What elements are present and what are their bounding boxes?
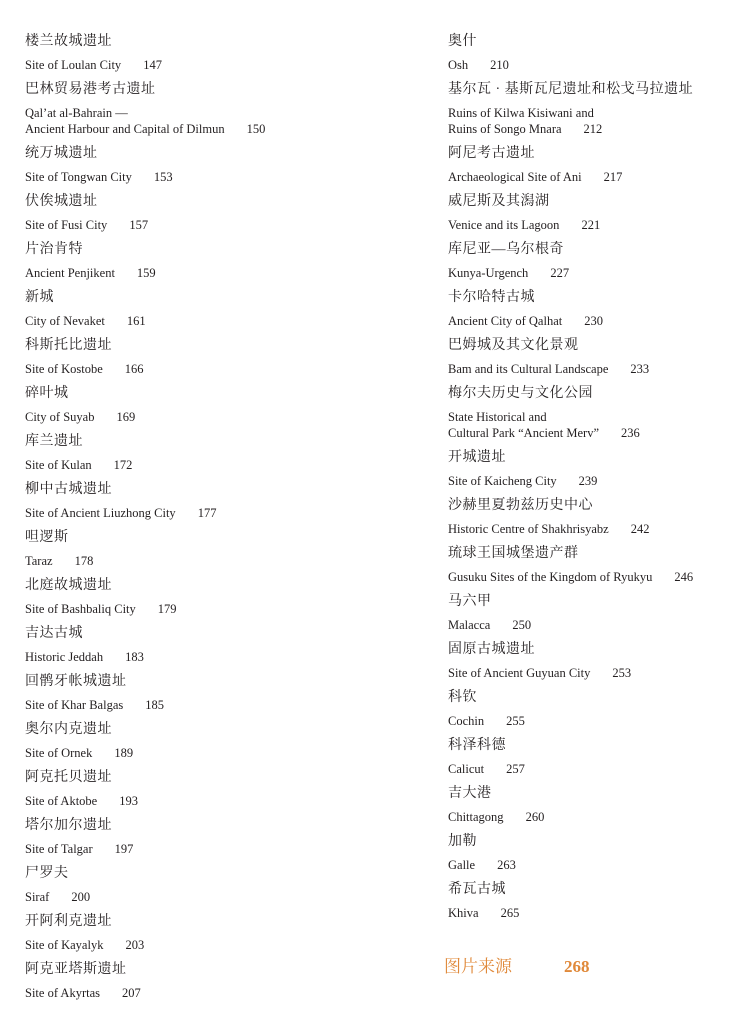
toc-entry-english-line: Site of Akyrtas [25,986,100,1000]
toc-entry-english-line: Malacca [448,618,491,632]
toc-entry-page-number: 255 [506,714,525,728]
toc-entry-english-title [448,57,748,73]
toc-entry-page-number: 265 [500,906,520,920]
toc-entry-english-line: Ruins of Songo Mnara [448,122,562,136]
toc-entry-english-title [25,985,415,1001]
toc-entry-chinese-title: 呾逻斯 [25,530,69,545]
toc-entry[interactable] [25,289,415,329]
toc-entry-english-title [448,665,748,681]
toc-entry-english-title [25,169,415,185]
toc-entry[interactable] [25,817,415,857]
toc-entry-english-title [448,713,748,729]
toc-entry[interactable] [25,577,415,617]
toc-entry-english-line: Site of Tongwan City [25,170,132,184]
toc-entry[interactable] [448,545,748,585]
toc-entry[interactable] [25,433,415,473]
toc-entry-chinese-title: 开城遗址 [448,450,506,465]
toc-entry-english-line: Site of Ancient Guyuan City [448,666,591,680]
toc-left-column [25,33,415,1009]
toc-right-column [448,33,748,929]
toc-entry-page-number: 217 [603,170,623,184]
toc-entry[interactable] [448,785,748,825]
toc-entry-page-number: 189 [114,746,134,760]
toc-entry-english-title [448,105,748,137]
toc-entry-page-number: 147 [143,58,162,72]
toc-entry-english-line: Site of Aktobe [25,794,98,808]
toc-entry-english-line: Site of Talgar [25,842,93,856]
toc-entry-english-title [25,937,415,953]
toc-entry-english-line: Taraz [25,554,53,568]
toc-entry[interactable] [25,673,415,713]
toc-entry-english-line: Venice and its Lagoon [448,218,560,232]
toc-entry-english-title [25,409,415,425]
toc-entry-page-number: 221 [581,218,601,232]
toc-entry[interactable] [448,497,748,537]
toc-entry-page-number: 185 [145,698,164,712]
toc-entry-english-title [25,105,415,137]
toc-entry-english-title [25,649,415,665]
toc-entry-chinese-title: 阿克托贝遗址 [25,770,112,785]
toc-entry-page-number: 193 [119,794,138,808]
toc-entry-chinese-title: 吉达古城 [25,626,83,641]
toc-entry-page-number: 197 [114,842,134,856]
toc-entry-english-title [448,217,748,233]
toc-entry-english-title [448,905,748,921]
toc-entry-chinese-title: 吉大港 [448,786,492,801]
toc-entry-english-line: Kunya-Urgench [448,266,529,280]
toc-entry-chinese-title: 片治肯特 [25,242,83,257]
toc-entry-chinese-title: 科斯托比遗址 [25,338,112,353]
toc-entry-english-line: Site of Kaicheng City [448,474,557,488]
toc-entry-english-line: Ancient Harbour and Capital of Dilmun [25,122,225,136]
picture-credits-entry[interactable] [444,952,590,977]
toc-entry-chinese-title: 北庭故城遗址 [25,578,112,593]
toc-entry-chinese-title: 梅尔夫历史与文化公园 [448,386,593,401]
toc-entry-english-title [448,169,748,185]
toc-entry[interactable] [448,145,748,185]
toc-entry-page-number: 169 [116,410,136,424]
toc-entry-chinese-title: 塔尔加尔遗址 [25,818,112,833]
toc-entry[interactable] [448,337,748,377]
toc-entry-english-title [448,313,748,329]
toc-entry[interactable] [448,449,748,489]
toc-entry-english-line: Historic Centre of Shakhrisyabz [448,522,609,536]
toc-entry-chinese-title: 奥什 [448,34,477,49]
toc-entry-english-title [25,697,415,713]
toc-entry-page-number: 227 [550,266,570,280]
toc-entry-chinese-title: 固原古城遗址 [448,642,535,657]
toc-entry-page-number: 246 [674,570,694,584]
toc-entry[interactable] [25,33,415,73]
toc-entry-english-line: Site of Khar Balgas [25,698,124,712]
toc-entry-english-line: Site of Loulan City [25,58,122,72]
toc-entry-page-number: 153 [153,170,173,184]
toc-entry[interactable] [448,81,748,137]
toc-entry-chinese-title: 库兰遗址 [25,434,83,449]
toc-entry-chinese-title: 柳中古城遗址 [25,482,112,497]
toc-entry[interactable] [448,33,748,73]
toc-entry-english-title [25,505,415,521]
toc-entry-chinese-title: 阿克亚塔斯遗址 [25,962,127,977]
toc-entry-page-number: 177 [197,506,217,520]
toc-entry-chinese-title: 科泽科德 [448,738,506,753]
toc-entry[interactable] [25,625,415,665]
toc-entry-english-line: City of Nevaket [25,314,105,328]
toc-entry-chinese-title: 阿尼考古遗址 [448,146,535,161]
toc-entry-english-line: Chittagong [448,810,504,824]
toc-entry-page-number: 230 [584,314,603,328]
toc-entry-chinese-title: 马六甲 [448,594,492,609]
toc-entry-chinese-title: 沙赫里夏勃兹历史中心 [448,498,593,513]
toc-entry-page-number: 236 [621,426,640,440]
toc-entry-english-title [448,409,748,441]
toc-entry-english-line: Khiva [448,906,479,920]
toc-entry-english-title [448,361,748,377]
toc-entry-chinese-title: 基尔瓦 · 基斯瓦尼遗址和松戈马拉遗址 [448,82,694,97]
toc-entry-english-title [25,313,415,329]
toc-entry-page-number: 161 [126,314,146,328]
toc-entry[interactable] [448,881,748,921]
toc-entry-english-line: Bam and its Cultural Landscape [448,362,609,376]
toc-entry[interactable] [448,689,748,729]
toc-entry-english-line: Gusuku Sites of the Kingdom of Ryukyu [448,570,653,584]
toc-entry-page-number: 210 [490,58,509,72]
toc-entry-chinese-title: 库尼亚—乌尔根奇 [448,242,564,257]
toc-entry[interactable] [448,641,748,681]
toc-entry-english-title [25,745,415,761]
toc-entry-english-line: Site of Kostobe [25,362,103,376]
toc-entry-chinese-title: 希瓦古城 [448,882,506,897]
toc-entry-english-line: Site of Ornek [25,746,93,760]
toc-entry[interactable] [25,241,415,281]
picture-credits-page: 268 [564,957,590,976]
toc-entry-english-line: Cochin [448,714,485,728]
toc-entry-english-line: Cultural Park “Ancient Merv” [448,426,599,440]
toc-entry-page-number: 200 [71,890,91,904]
toc-entry-page-number: 212 [583,122,603,136]
toc-entry-chinese-title: 琉球王国城堡遗产群 [448,546,579,561]
toc-entry-english-line: City of Suyab [25,410,95,424]
toc-entry-english-title [448,265,748,281]
toc-entry[interactable] [448,833,748,873]
toc-entry-english-line: Site of Bashbaliq City [25,602,136,616]
toc-entry-english-title [25,217,415,233]
toc-entry-english-line: Ancient Penjikent [25,266,115,280]
toc-entry[interactable] [25,337,415,377]
toc-entry[interactable] [25,913,415,953]
toc-entry-page-number: 257 [506,762,525,776]
toc-entry-english-title [25,457,415,473]
toc-entry-chinese-title: 巴姆城及其文化景观 [448,338,579,353]
toc-entry-chinese-title: 统万城遗址 [25,146,98,161]
toc-entry-page-number: 203 [125,938,145,952]
toc-entry-chinese-title: 新城 [25,290,54,305]
toc-entry-chinese-title: 伏俟城遗址 [25,194,98,209]
toc-entry-english-line: Site of Ancient Liuzhong City [25,506,176,520]
toc-entry-english-line: Ancient City of Qalhat [448,314,563,328]
toc-entry-english-title [448,857,748,873]
toc-entry-english-title [25,57,415,73]
picture-credits-label: 图片来源 [444,957,512,976]
toc-entry-page-number: 178 [74,554,94,568]
toc-entry-english-line: Site of Kulan [25,458,92,472]
toc-entry[interactable] [448,385,748,441]
toc-entry-chinese-title: 加勒 [448,834,477,849]
toc-entry-english-line: Site of Kayalyk [25,938,104,952]
toc-entry-english-title [448,569,748,585]
toc-entry-english-title [448,761,748,777]
toc-entry[interactable] [448,737,748,777]
toc-entry-chinese-title: 开阿利克遗址 [25,914,112,929]
toc-entry-english-title [448,809,748,825]
toc-entry-english-line: State Historical and [448,410,547,424]
toc-entry-chinese-title: 碎叶城 [25,386,69,401]
toc-entry-english-line: Archaeological Site of Ani [448,170,582,184]
toc-entry-chinese-title: 巴林贸易港考古遗址 [25,82,156,97]
toc-entry-chinese-title: 尸罗夫 [25,866,69,881]
toc-entry-english-title [448,617,748,633]
toc-entry-english-line: Siraf [25,890,50,904]
toc-entry-english-title [25,841,415,857]
toc-entry[interactable] [448,593,748,633]
toc-entry-page-number: 239 [578,474,598,488]
toc-entry-english-title [25,889,415,905]
toc-entry-english-line: Site of Fusi City [25,218,108,232]
toc-entry[interactable] [448,241,748,281]
toc-entry-page-number: 260 [525,810,545,824]
toc-entry[interactable] [25,721,415,761]
toc-entry-english-line: Calicut [448,762,485,776]
toc-entry[interactable] [448,193,748,233]
toc-entry[interactable] [25,865,415,905]
toc-entry-english-line: Historic Jeddah [25,650,104,664]
toc-entry-english-title [25,361,415,377]
toc-entry[interactable] [25,385,415,425]
toc-entry-page-number: 183 [125,650,144,664]
toc-entry-chinese-title: 卡尔哈特古城 [448,290,535,305]
toc-entry-chinese-title: 楼兰故城遗址 [25,34,112,49]
toc-entry-page-number: 233 [630,362,650,376]
toc-entry-page-number: 207 [122,986,141,1000]
toc-entry-page-number: 263 [497,858,516,872]
toc-entry[interactable] [25,481,415,521]
toc-entry-chinese-title: 回鹘牙帐城遗址 [25,674,127,689]
toc-entry-english-title [25,553,415,569]
toc-entry-page-number: 166 [124,362,144,376]
toc-entry-chinese-title: 奥尔内克遗址 [25,722,112,737]
toc-entry[interactable] [25,529,415,569]
toc-entry-page-number: 179 [157,602,177,616]
toc-entry-page-number: 172 [113,458,133,472]
toc-entry[interactable] [448,289,748,329]
toc-entry[interactable] [25,961,415,1001]
toc-entry-page-number: 159 [136,266,156,280]
toc-entry[interactable] [25,81,415,137]
toc-entry-english-line: Galle [448,858,476,872]
toc-entry-page-number: 250 [512,618,532,632]
toc-entry-page-number: 242 [630,522,650,536]
toc-entry-page-number: 150 [246,122,266,136]
toc-entry-chinese-title: 威尼斯及其潟湖 [448,194,550,209]
toc-entry-english-line: Osh [448,58,469,72]
toc-entry[interactable] [25,769,415,809]
toc-entry-english-title [25,265,415,281]
toc-entry[interactable] [25,193,415,233]
toc-entry-page-number: 157 [129,218,149,232]
toc-entry-chinese-title: 科钦 [448,690,477,705]
toc-entry-english-title [25,793,415,809]
toc-entry-page-number: 253 [612,666,632,680]
toc-entry-english-line: Ruins of Kilwa Kisiwani and [448,106,594,120]
toc-entry[interactable] [25,145,415,185]
toc-entry-english-title [448,473,748,489]
toc-entry-english-title [25,601,415,617]
toc-entry-english-line: Qal’at al-Bahrain — [25,106,128,120]
toc-entry-english-title [448,521,748,537]
